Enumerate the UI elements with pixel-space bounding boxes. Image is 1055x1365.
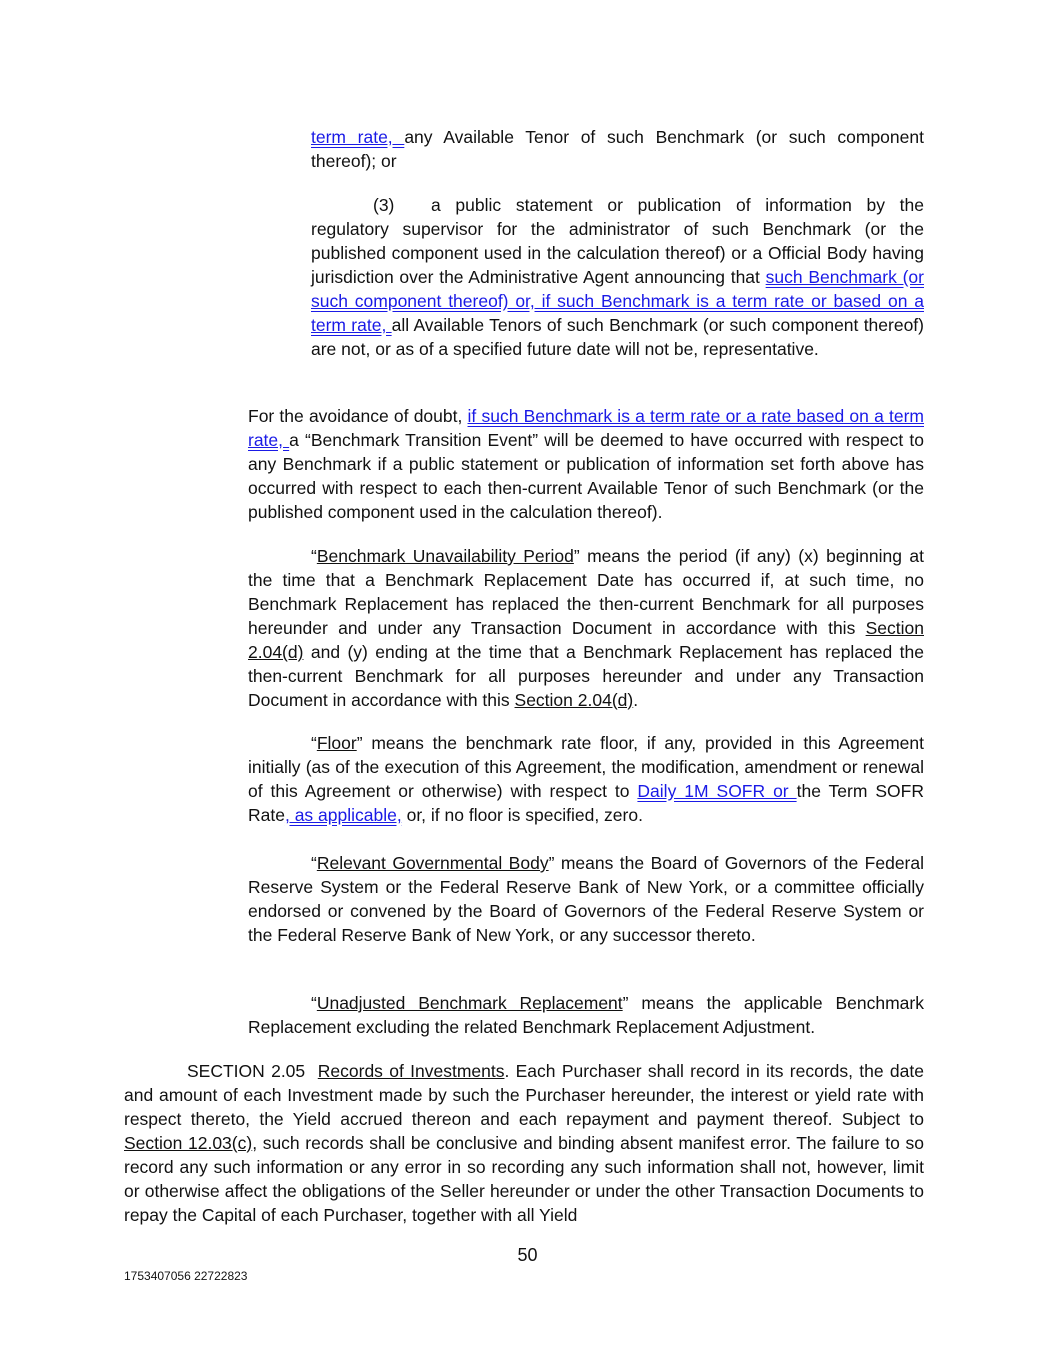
paragraph-text: For the avoidance of doubt, [248,406,468,426]
section-reference: Section 12.03(c) [124,1133,253,1153]
definition-relevant-governmental-body [248,851,924,947]
open-quote: “ [311,546,317,566]
defined-term: Unadjusted Benchmark Replacement [316,993,623,1013]
definition-benchmark-unavailability-period [248,544,924,712]
clause-text: all Available Tenors of such Benchmark (or such component thereof) are not, or as of a specified future date will not be, representative. [311,315,924,359]
section-reference: Section 2.04(d) [248,618,924,662]
definition-text: . [633,690,639,710]
inserted-text: Daily 1M SOFR or [637,781,797,801]
section-reference: Section 2.04(d) [514,690,634,710]
clause-text: a public statement or publication of information by the regulatory supervisor for the administrator of such Benchmark (or the published component used in the calculation thereof) or a Official Body having jurisdiction over the Administrative Agent announcing that [311,195,924,287]
inserted-text: such Benchmark (or such component thereof) or, if such Benchmark is a term rate or based on a term rate, [311,267,924,335]
inserted-text: , as applicable, [284,805,402,825]
avoidance-paragraph [248,404,924,524]
definition-text: and (y) ending at the time that a Benchmark Replacement has replaced the then-current Benchmark for all purposes hereunder and under any Transaction Document in accordance with this [248,642,924,710]
definition-text: ” means the period (if any) (x) beginning at the time that a Benchmark Replacement Date has occurred if, at such time, no Benchmark Replacement has replaced the then-current Benchmark for all purposes hereunder and under any Transaction Document in accordance with this [248,546,925,638]
clause-3 [311,193,924,361]
open-quote: “ [311,993,317,1013]
page-number: 50 [517,1245,538,1265]
document-id: 1753407056 22722823 [124,1269,248,1283]
defined-term: Relevant Governmental Body [316,853,549,873]
section-2-05 [124,1059,924,1227]
defined-term: Benchmark Unavailability Period [316,546,574,566]
definition-text: ” means the Board of Governors of the Federal Reserve System or the Federal Reserve Bank of New York, or a committee officially endorsed or convened by the Board of Governors of the Federal Reserve System or the Federal Reserve Bank of New York, or any successor thereto. [248,853,925,945]
section-text: , such records shall be conclusive and binding absent manifest error. The failure to so record any such information or any error in so recording any such information shall not, however, limit or otherwise affect the obligations of the Seller hereunder or under the other Transaction Documents to repay the Capital of each Purchaser, together with all Yield [124,1133,925,1225]
defined-term: Floor [316,733,357,753]
definition-text: or, if no floor is specified, zero. [401,805,643,825]
paragraph-text: any Available Tenor of such Benchmark (or such component thereof); or [311,127,924,171]
section-title: Records of Investments [317,1061,505,1081]
paragraph-continuation [311,125,924,173]
definition-text: ” means the benchmark rate floor, if any, provided in this Agreement initially (as of the execution of this Agreement, the modification, amendment or renewal of this Agreement or otherwise) with respect to [248,733,924,801]
section-text: . Each Purchaser shall record in its records, the date and amount of each Investment made by such the Purchaser hereunder, the interest or yield rate with respect thereto, the Yield accrued thereon and each repayment and payment thereof. Subject to [124,1061,924,1129]
open-quote: “ [311,733,317,753]
section-label: SECTION 2.05 [187,1061,306,1081]
definition-text: the Term SOFR Rate [248,781,924,825]
clause-number: (3) [373,195,395,215]
definition-text: ” means the applicable Benchmark Replacement excluding the related Benchmark Replacement Adjustment. [248,993,924,1037]
open-quote: “ [311,853,317,873]
definition-unadjusted-benchmark-replacement [248,991,924,1039]
definition-floor [248,731,924,827]
inserted-text: if such Benchmark is a term rate or a rate based on a term rate, [248,406,924,450]
inserted-text: term rate, [311,127,405,147]
paragraph-text: a “Benchmark Transition Event” will be deemed to have occurred with respect to any Benchmark if a public statement or publication of information set forth above has occurred with respect to each then-current Available Tenor of such Benchmark (or the published component used in the calculation thereof). [248,430,924,522]
